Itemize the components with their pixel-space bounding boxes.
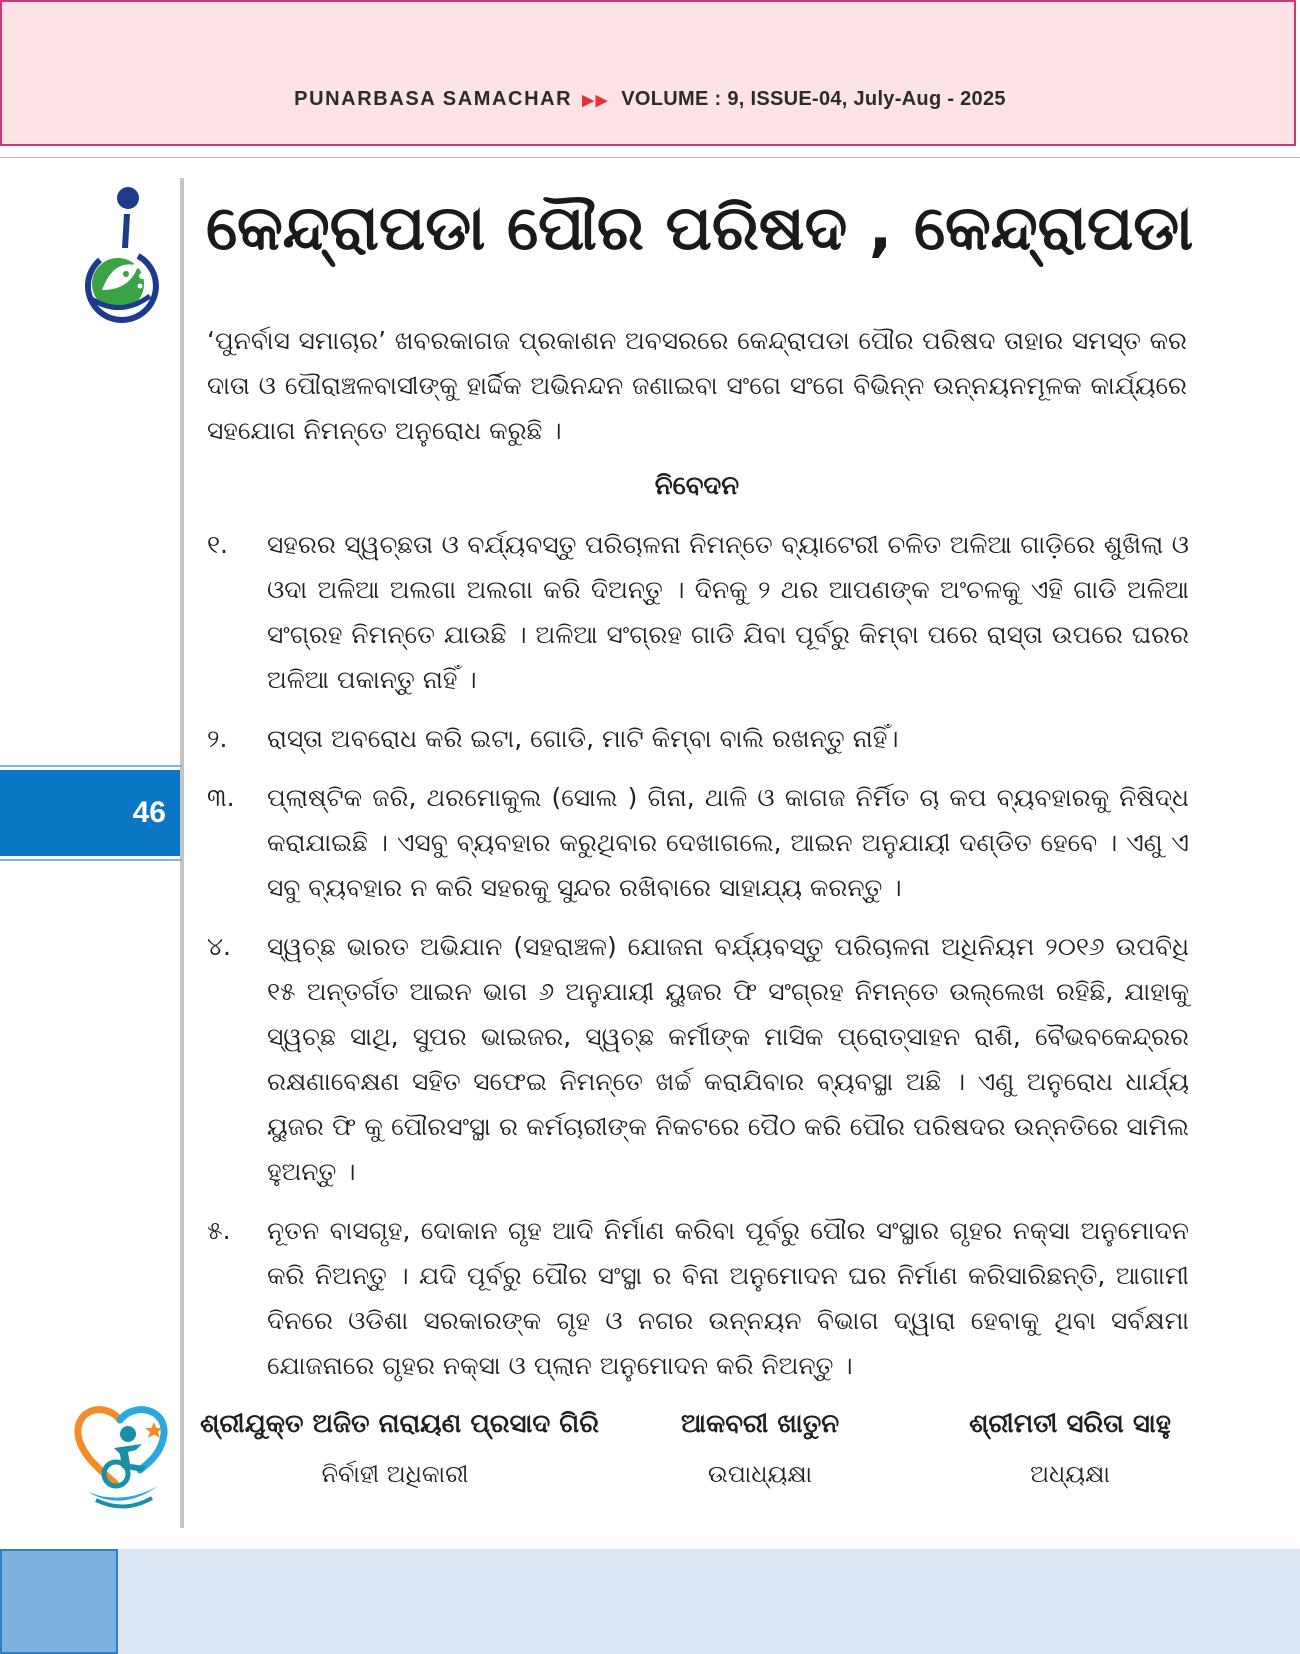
signatory-name: ଶ୍ରୀମତୀ ସରିତା ସାହୁ <box>969 1409 1171 1439</box>
signatory-role: ଅଧ୍ୟକ୍ଷା <box>1030 1460 1110 1488</box>
footer-block <box>0 1549 118 1654</box>
list-item <box>207 522 1189 702</box>
page-title: କେନ୍ଦ୍ରାପଡା ପୌର ପରିଷଦ , କେନ୍ଦ୍ରାପଡା <box>206 191 1194 264</box>
header-rule <box>0 157 1300 158</box>
list-item <box>207 775 1189 910</box>
list-item <box>207 1208 1189 1388</box>
header-arrows-icon: ▶▶ <box>582 92 610 109</box>
running-header <box>0 88 1300 111</box>
footer-band <box>0 1549 1300 1654</box>
page-number-tab <box>0 770 180 856</box>
item-text: ସହରର ସ୍ୱଚ୍ଛତା ଓ ବର୍ଯ୍ୟବସ୍ତୁ ପରିଚାଳନା ନିମନ୍ତେ ବ୍ୟାଟେରୀ ଚଳିତ ଅଳିଆ ଗାଡ଼ିରେ ଶୁଖିଲା ଓ ଓଦା ଅଳିଆ ଅଲଗା ଅଲଗା କରି ଦିଅନ୍ତୁ । ଦିନକୁ ୨ ଥର ଆପଣଙ୍କ ଅଂଚଳକୁ ଏହି ଗାଡି ଅଳିଆ ସଂଗ୍ରହ ନିମନ୍ତେ ଯାଉଛି । ଅଳିଆ ସଂଗ୍ରହ ଗାଡି ଯିବା ପୂର୍ବରୁ କିମ୍ବା ପରେ ରାସ୍ତା ଉପରେ ଘରର ଅଳିଆ ପକାନ୍ତୁ ନାହିଁ । <box>267 530 1189 694</box>
wheelchair-leaf-logo-icon <box>80 186 164 326</box>
item-number: ୪. <box>207 932 231 961</box>
signatory-chairperson <box>900 1404 1240 1494</box>
list-item <box>207 716 1189 761</box>
intro-paragraph: ‘ପୁନର୍ବାସ ସମାଚାର’ ଖବରକାଗଜ ପ୍ରକାଶନ ଅବସରରେ କେନ୍ଦ୍ରାପଡା ପୌର ପରିଷଦ ତାହାର ସମସ୍ତ କର ଦାତା ଓ ପୌରାଞ୍ଚଳବାସୀଙ୍କୁ ହାର୍ଦ୍ଦିକ ଅଭିନନ୍ଦନ ଜଣାଇବା ସଂଗେ ସଂଗେ ବିଭିନ୍ନ ଉନ୍ନୟନମୂଳକ କାର୍ଯ୍ୟରେ ସହଯୋଗ ନିମନ୍ତେ ଅନୁରୋଧ କରୁଛି । <box>207 326 1187 445</box>
item-number: ୩. <box>207 783 235 812</box>
item-number: ୨. <box>207 724 228 753</box>
disability-rehab-logo-icon <box>70 1400 174 1512</box>
signatory-vice-chairperson <box>610 1404 910 1494</box>
item-text: ନୂତନ ବାସଗୃହ, ଦୋକାନ ଗୃହ ଆଦି ନିର୍ମାଣ କରିବା ପୂର୍ବରୁ ପୌର ସଂସ୍ଥାର ଗୃହର ନକ୍ସା ଅନୁମୋଦନ କରି ନିଅନ୍ତୁ । ଯଦି ପୂର୍ବରୁ ପୌର ସଂସ୍ଥା ର ବିନା ଅନୁମୋଦନ ଘର ନିର୍ମାଣ କରିସାରିଛନ୍ତି, ଆଗାମୀ ଦିନରେ ଓଡିଶା ସରକାରଙ୍କ ଗୃହ ଓ ନଗର ଉନ୍ନୟନ ବିଭାଗ ଦ୍ୱାରା ହେବାକୁ ଥିବା ସର୍ବକ୍ଷମା ଯୋଜନାରେ ଗୃହର ନକ୍ସା ଓ ପ୍ଲାନ ଅନୁମୋଦନ କରି ନିଅନ୍ତୁ । <box>267 1216 1189 1380</box>
header-band <box>0 0 1296 146</box>
publication-name: PUNARBASA SAMACHAR <box>294 88 573 110</box>
item-text: ସ୍ୱଚ୍ଛ ଭାରତ ଅଭିଯାନ (ସହରାଞ୍ଚଳ) ଯୋଜନା ବର୍ଯ୍ୟବସ୍ତୁ ପରିଚାଳନା ଅଧିନିୟମ ୨୦୧୬ ଉପବିଧି ୧୫ ଅନ୍ତର୍ଗତ ଆଇନ ଭାଗ ୬ ଅନୁଯାୟୀ ୟୁଜର ଫି ସଂଗ୍ରହ ନିମନ୍ତେ ଉଲ୍ଲେଖ ରହିଛି, ଯାହାକୁ ସ୍ୱଚ୍ଛ ସାଥି, ସୁପର ଭାଇଜର, ସ୍ୱଚ୍ଛ କର୍ମୀଙ୍କ ମାସିକ ପ୍ରୋତ୍ସାହନ ରାଶି, ବୈଭବକେନ୍ଦ୍ରର ରକ୍ଷଣାବେକ୍ଷଣ ସହିତ ସଫେଇ ନିମନ୍ତେ ଖର୍ଚ୍ଚ କରାଯିବାର ବ୍ୟବସ୍ଥା ଅଛି । ଏଣୁ ଅନୁରୋଧ ଧାର୍ଯ୍ୟ ୟୁଜର ଫି କୁ ପୌରସଂସ୍ଥା ର କର୍ମଚାରୀଙ୍କ ନିକଟରେ ପୈଠ କରି ପୌର ପରିଷଦର ଉନ୍ନତିରେ ସାମିଲ ହୁଅନ୍ତୁ । <box>267 932 1189 1186</box>
item-text: ପ୍ଲାଷ୍ଟିକ ଜରି, ଥରମୋକୁଲ (ସୋଲ ) ଗିନା, ଥାଳି ଓ କାଗଜ ନିର୍ମିତ ଚା କପ ବ୍ୟବହାରକୁ ନିଷିଦ୍ଧ କରାଯାଇଛି । ଏସବୁ ବ୍ୟବହାର କରୁଥିବାର ଦେଖାଗଲେ, ଆଇନ ଅନୁଯାୟୀ ଦଣ୍ଡିତ ହେବେ । ଏଣୁ ଏ ସବୁ ବ୍ୟବହାର ନ କରି ସହରକୁ ସୁନ୍ଦର ରଖିବାରେ ସାହାଯ୍ୟ କରନ୍ତୁ । <box>267 783 1189 902</box>
page-number: 46 <box>132 796 166 829</box>
signatory-role: ନିର୍ବାହୀ ଅଧିକାରୀ <box>321 1460 469 1488</box>
request-list <box>207 522 1189 1402</box>
signatory-role: ଉପାଧ୍ୟକ୍ଷା <box>707 1460 813 1488</box>
item-number: ୫. <box>207 1216 231 1245</box>
signatory-name: ଶ୍ରୀଯୁକ୍ତ ଅଜିତ ନାରାୟଣ ପ୍ରସାଦ ଗିରି <box>200 1409 599 1439</box>
list-item <box>207 924 1189 1194</box>
item-number: ୧. <box>207 530 228 559</box>
section-heading: ନିବେଦନ <box>654 471 740 501</box>
issue-info: VOLUME : 9, ISSUE-04, July-Aug - 2025 <box>621 88 1006 110</box>
signatory-executive-officer <box>200 1404 599 1494</box>
item-text: ରାସ୍ତା ଅବରୋଧ କରି ଇଟା, ଗୋଡି, ମାଟି କିମ୍ବା ବାଲି ରଖନ୍ତୁ ନାହିଁ। <box>267 724 899 753</box>
tab-line-bottom <box>0 859 182 861</box>
signatory-name: ଆକବରୀ ଖାତୁନ <box>680 1409 840 1439</box>
margin-rule <box>180 178 184 1528</box>
tab-line-top <box>0 765 182 767</box>
